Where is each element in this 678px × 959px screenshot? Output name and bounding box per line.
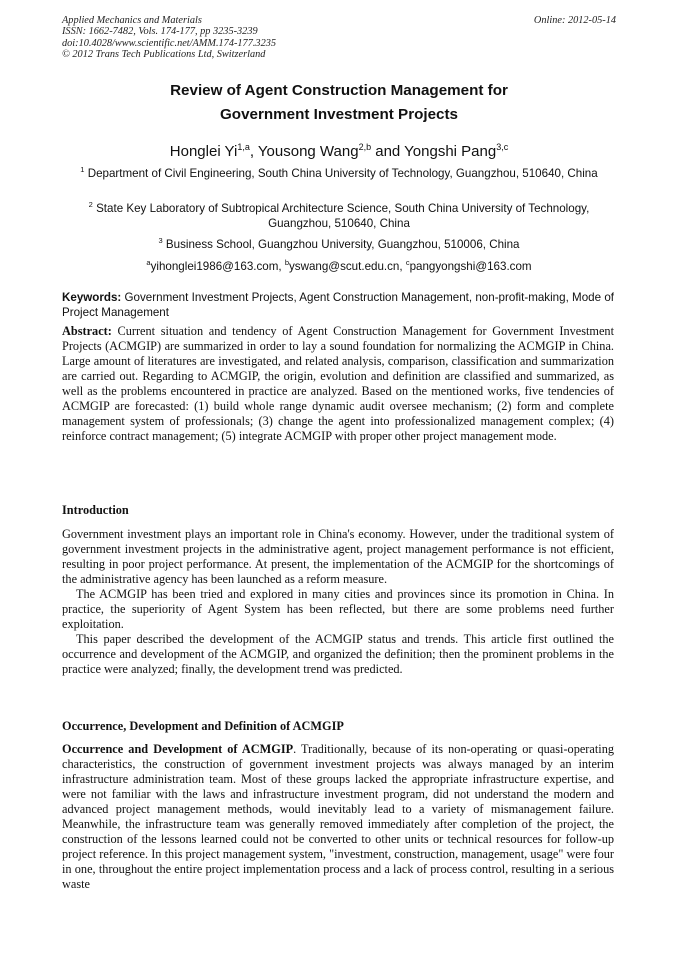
email-address: yihonglei1986@163.com, (150, 260, 285, 273)
online-date: Online: 2012-05-14 (533, 15, 616, 26)
affiliation-text: Department of Civil Engineering, South China University of Technology, Guangzhou, 510640, China (87, 167, 598, 180)
journal-header (62, 15, 616, 61)
author-name: Honglei Yi (169, 143, 238, 160)
copyright-line: © 2012 Trans Tech Publications Ltd, Switzerland (62, 49, 266, 61)
affiliation-mark: 3 (158, 236, 163, 245)
paper-title (62, 79, 616, 127)
author-affil-mark: 1,a (237, 142, 250, 152)
author-separator: and (371, 143, 405, 160)
affiliation-mark: 2 (88, 200, 93, 209)
author-affil-mark: 2,b (358, 142, 372, 152)
section-heading-occurrence: Occurrence, Development and Definition of ACMGIP (62, 719, 344, 733)
doi-line: doi:10.4028/www.scientific.net/AMM.174-177.3235 (62, 37, 277, 49)
paragraph: This paper described the development of the ACMGIP status and trends. This article first outlined the occurrence and development of the ACMGIP, and organized the definition; then the prominent problems in the practice were analyzed; finally, the development trend was predicted. (62, 632, 614, 676)
section-heading-introduction: Introduction (62, 503, 129, 517)
journal-name: Applied Mechanics and Materials (62, 15, 202, 26)
affiliation-2 (62, 197, 616, 231)
email-mark: b (284, 258, 289, 267)
keywords-text: Government Investment Projects, Agent Construction Management, non-profit-making, Mode of Project Management (62, 291, 614, 320)
email-line (62, 255, 616, 274)
affiliation-1 (62, 162, 616, 181)
introduction-body (62, 527, 614, 677)
author-affil-mark: 3,c (496, 142, 509, 152)
email-mark: a (146, 258, 151, 267)
issn-line: ISSN: 1662-7482, Vols. 174-177, pp 3235-3239 (62, 26, 258, 38)
paragraph: Government investment plays an important role in China's economy. However, under the traditional system of government investment projects in the administrative agent, project management performance is not efficient, resulting in poor project performance. At present, the implementation of the ACMGIP for the shortcomings of the administrative agency has been launched as a reform measure. (62, 527, 614, 586)
paragraph-text: . Traditionally, because of its non-operating or quasi-operating characteristics, the construction of government investment projects was always managed by an interim infrastructure administration team. Most of these groups lacked the appropriate infrastructure expertise, and were not familiar with the laws and infrastructure investment program, did not understand the modern and advanced project management methods, would inevitably lead to a variety of mismanagement failure. Meanwhile, the infrastructure team was generally removed immediately after completion of the project, the construction of the lessons learned could not be converted to other units or technical resources for follow-up project reference. In this project management system, "investment, construction, management, usage" were four in one, throughout the entire project implementation process and a lack of process control, resulting in a serious waste (62, 742, 614, 891)
author-name: Yongshi Pang (404, 143, 497, 160)
email-address: yswang@scut.edu.cn, (289, 260, 406, 273)
author-name: Yousong Wang (257, 143, 359, 160)
keywords-label: Keywords: (62, 291, 122, 304)
abstract (62, 324, 614, 444)
affiliation-text: State Key Laboratory of Subtropical Architecture Science, South China University of Technology, Guangzhou, 510640, China (96, 202, 590, 231)
paragraph (62, 742, 614, 892)
section2-body (62, 742, 614, 892)
title-line-2: Government Investment Projects (219, 106, 458, 123)
paragraph: The ACMGIP has been tried and explored in many cities and provinces since its promotion in China. In practice, the superiority of Agent System has been reflected, but there are some problems need further exploitation. (62, 587, 614, 631)
author-separator: , (249, 143, 258, 160)
author-list (62, 136, 616, 163)
email-address: pangyongshi@163.com (409, 260, 532, 273)
run-in-heading: Occurrence and Development of ACMGIP (62, 742, 294, 756)
keywords (62, 290, 614, 320)
affiliation-text: Business School, Guangzhou University, Guangzhou, 510006, China (165, 238, 520, 251)
affiliation-3 (62, 233, 616, 252)
title-line-1: Review of Agent Construction Management for (170, 82, 508, 99)
abstract-text: Current situation and tendency of Agent Construction Management for Government Investment Projects (ACMGIP) are summarized in order to lay a sound foundation for normalizing the ACMGIP in China. Large amount of literatures are investigated, and related analysis, comparison, classification and summarization are carried out. Regarding to ACMGIP, the origin, evolution and definition are classified and summarized, as well as the problems encountered in practice are analyzed. Based on the mentioned works, five tendencies of ACMGIP are forecasted: (1) build whole range dynamic audit oversee mechanism; (2) form and complete management system of professionals; (3) change the agent into professionalized management complex; (4) reinforce contract management; (5) integrate ACMGIP with proper other project management mode. (62, 324, 614, 443)
affiliation-mark: 1 (80, 165, 85, 174)
email-mark: c (405, 258, 410, 267)
abstract-label: Abstract: (62, 324, 112, 338)
